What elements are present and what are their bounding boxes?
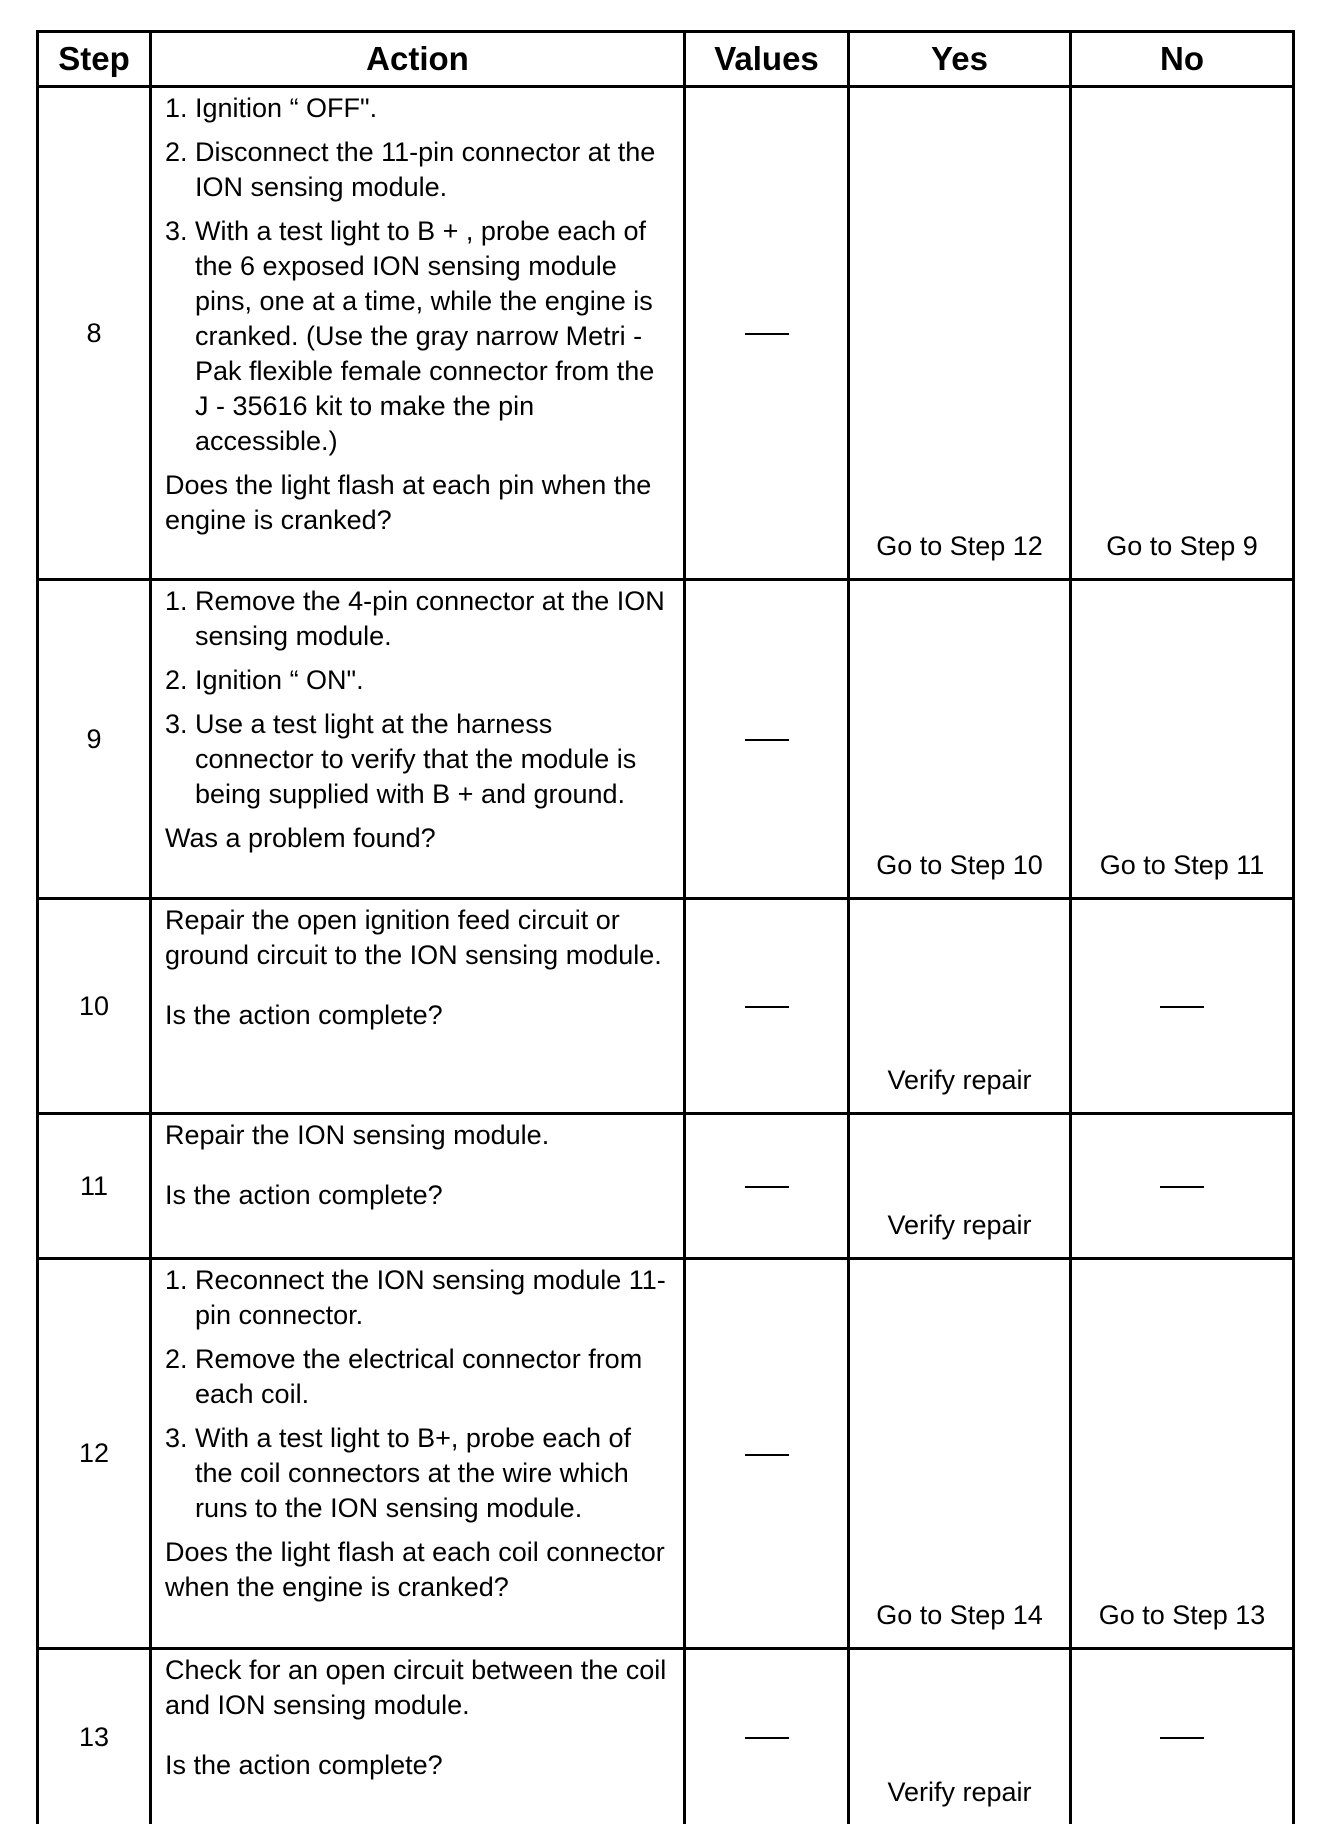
action-item	[165, 135, 673, 205]
values-cell	[685, 1649, 849, 1824]
item-number: 1.	[165, 1263, 188, 1298]
no-cell: Go to Step 13	[1071, 1259, 1294, 1649]
action-cell	[151, 899, 685, 1114]
no-cell: Go to Step 9	[1071, 87, 1294, 580]
diagnostic-table-container	[36, 30, 1292, 1824]
item-number: 2.	[165, 135, 188, 170]
values-cell	[685, 1259, 849, 1649]
empty-dash	[745, 1454, 789, 1456]
yes-cell: Go to Step 12	[849, 87, 1071, 580]
item-text: Disconnect the 11-pin connector at the ION sensing module.	[195, 137, 655, 202]
action-question: Does the light flash at each coil connector when the engine is cranked?	[165, 1535, 673, 1605]
item-number: 3.	[165, 1421, 188, 1456]
action-question: Was a problem found?	[165, 821, 673, 856]
item-text: Ignition “ OFF".	[195, 93, 377, 123]
item-text: Reconnect the ION sensing module 11-pin connector.	[195, 1265, 666, 1330]
table-row-step-13	[38, 1649, 1294, 1824]
item-number: 3.	[165, 214, 188, 249]
empty-dash	[745, 1186, 789, 1188]
yes-cell: Verify repair	[849, 899, 1071, 1114]
item-number: 1.	[165, 91, 188, 126]
action-item	[165, 1421, 673, 1526]
header-step: Step	[38, 32, 151, 87]
action-cell	[151, 1649, 685, 1824]
no-cell	[1071, 1649, 1294, 1824]
action-question: Is the action complete?	[165, 1748, 673, 1783]
empty-dash	[1160, 1737, 1204, 1739]
action-cell	[151, 1259, 685, 1649]
action-list	[165, 1263, 673, 1526]
table-row-step-9	[38, 580, 1294, 899]
action-item	[165, 663, 673, 698]
step-number: 8	[38, 87, 151, 580]
yes-cell: Go to Step 10	[849, 580, 1071, 899]
step-number: 13	[38, 1649, 151, 1824]
action-list	[165, 91, 673, 459]
action-item	[165, 1342, 673, 1412]
step-number: 10	[38, 899, 151, 1114]
empty-dash	[745, 739, 789, 741]
values-cell	[685, 580, 849, 899]
table-row-step-10	[38, 899, 1294, 1114]
item-number: 1.	[165, 584, 188, 619]
header-values: Values	[685, 32, 849, 87]
item-text: With a test light to B+, probe each of the coil connectors at the wire which runs to the ION sensing module.	[195, 1423, 631, 1523]
header-no: No	[1071, 32, 1294, 87]
table-row-step-11	[38, 1114, 1294, 1259]
item-text: With a test light to B + , probe each of the 6 exposed ION sensing module pins, one at a time, while the engine is cranked. (Use the gray narrow Metri - Pak flexible female connector from the J - 35616 kit to make the pin accessible.)	[195, 216, 654, 456]
action-item	[165, 1263, 673, 1333]
action-item	[165, 707, 673, 812]
step-number: 12	[38, 1259, 151, 1649]
item-number: 2.	[165, 663, 188, 698]
no-cell: Go to Step 11	[1071, 580, 1294, 899]
yes-cell: Verify repair	[849, 1114, 1071, 1259]
values-cell	[685, 899, 849, 1114]
item-text: Use a test light at the harness connector to verify that the module is being supplied with B + and ground.	[195, 709, 636, 809]
step-number: 11	[38, 1114, 151, 1259]
step-number: 9	[38, 580, 151, 899]
action-list	[165, 584, 673, 812]
empty-dash	[745, 333, 789, 335]
item-text: Remove the electrical connector from each coil.	[195, 1344, 642, 1409]
values-cell	[685, 87, 849, 580]
action-item	[165, 214, 673, 459]
yes-cell: Go to Step 14	[849, 1259, 1071, 1649]
empty-dash	[745, 1006, 789, 1008]
action-paragraph: Repair the ION sensing module.	[165, 1118, 673, 1153]
action-question: Is the action complete?	[165, 998, 673, 1033]
item-text: Ignition “ ON".	[195, 665, 364, 695]
empty-dash	[745, 1737, 789, 1739]
action-item	[165, 91, 673, 126]
action-item	[165, 584, 673, 654]
action-question: Is the action complete?	[165, 1178, 673, 1213]
item-number: 3.	[165, 707, 188, 742]
header-action: Action	[151, 32, 685, 87]
yes-cell: Verify repair	[849, 1649, 1071, 1824]
header-yes: Yes	[849, 32, 1071, 87]
action-cell	[151, 87, 685, 580]
table-row-step-12	[38, 1259, 1294, 1649]
no-cell	[1071, 1114, 1294, 1259]
item-text: Remove the 4-pin connector at the ION sensing module.	[195, 586, 665, 651]
values-cell	[685, 1114, 849, 1259]
header-row	[38, 32, 1294, 87]
action-cell	[151, 580, 685, 899]
item-number: 2.	[165, 1342, 188, 1377]
no-cell	[1071, 899, 1294, 1114]
action-paragraph: Check for an open circuit between the coil and ION sensing module.	[165, 1653, 673, 1723]
empty-dash	[1160, 1186, 1204, 1188]
action-question: Does the light flash at each pin when the engine is cranked?	[165, 468, 673, 538]
action-cell	[151, 1114, 685, 1259]
table-row-step-8	[38, 87, 1294, 580]
diagnostic-table	[36, 30, 1295, 1824]
action-paragraph: Repair the open ignition feed circuit or ground circuit to the ION sensing module.	[165, 903, 673, 973]
empty-dash	[1160, 1006, 1204, 1008]
